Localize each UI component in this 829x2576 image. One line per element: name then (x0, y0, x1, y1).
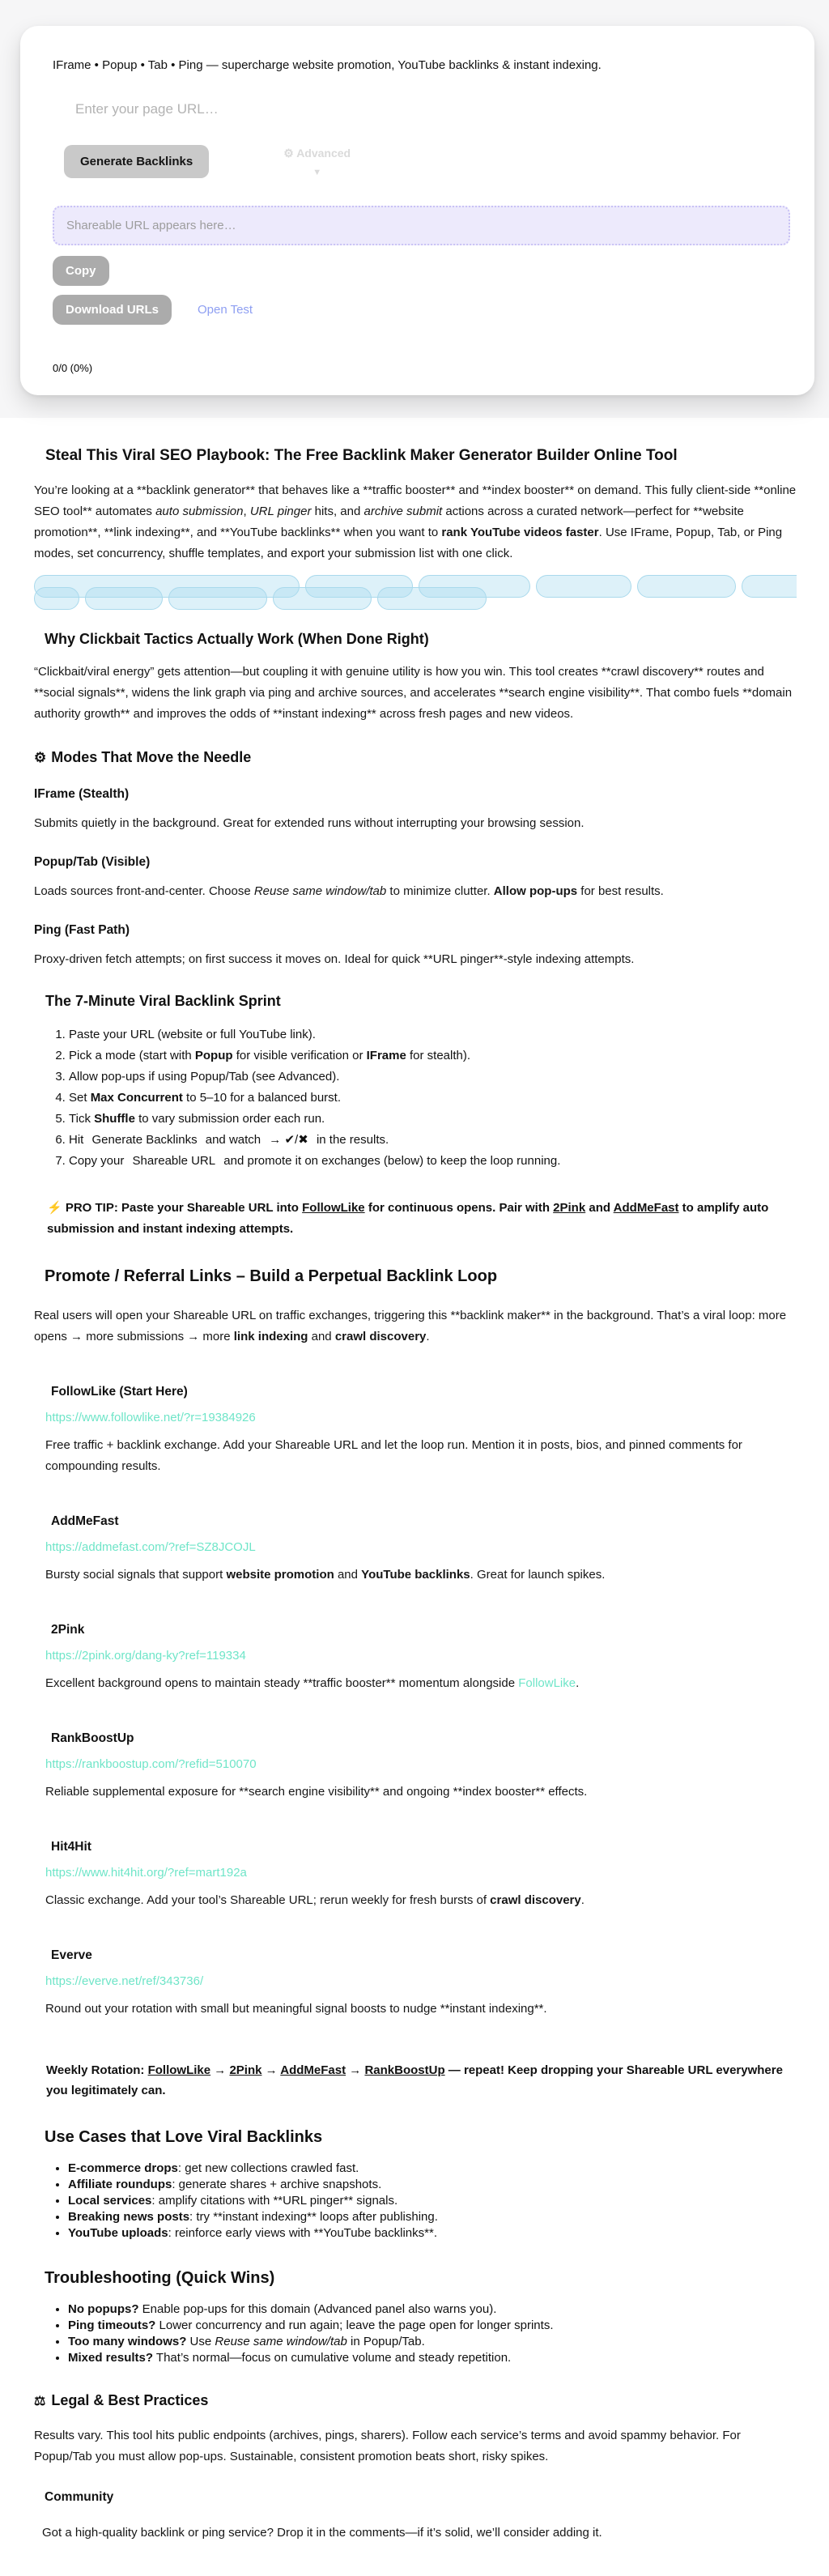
usecase-item (68, 2225, 797, 2242)
text-segment: URL pinger (249, 505, 312, 519)
chevron-down-icon: ▼ (312, 167, 322, 177)
mode-ping-paragraph (34, 949, 797, 970)
text-segment: Set (69, 1091, 91, 1105)
text-segment: and (585, 1201, 614, 1216)
backlink-tool-card (20, 26, 814, 395)
text-segment: → (261, 2063, 281, 2078)
text-segment: Bursty social signals that support (45, 1568, 227, 1582)
inline-link[interactable]: RankBoostUp (364, 2063, 445, 2078)
text-segment: . Use IFrame, Popup, Tab, or Ping modes, set concurrency, shuffle templates, and export your submission list with one click. (34, 526, 783, 561)
text-segment: and (308, 1330, 335, 1344)
sprint-step (69, 1109, 797, 1130)
text-segment: No popups? (68, 2302, 139, 2317)
text-segment: Paste your URL (website or full YouTube link). (69, 1028, 316, 1042)
text-segment: . (580, 1893, 585, 1908)
text-segment: . (426, 1330, 430, 1344)
download-urls-button[interactable]: Download URLs (53, 295, 172, 325)
service-title: AddMeFast (51, 1514, 119, 1529)
text-segment: Excellent background opens to maintain steady **traffic booster** momentum alongside (45, 1676, 519, 1691)
text-segment: YouTube uploads (68, 2226, 168, 2241)
text-segment: and watch (202, 1133, 265, 1147)
text-segment: Loads sources front-and-center. Choose (34, 884, 254, 899)
service-description (45, 1999, 797, 2020)
modes-heading-text: Modes That Move the Needle (51, 749, 252, 766)
text-segment: in Popup/Tab. (346, 2335, 425, 2349)
text-segment: Weekly Rotation: (46, 2063, 148, 2078)
service-title: 2Pink (51, 1623, 85, 1637)
text-segment: Ping timeouts? (68, 2318, 156, 2333)
sprint-step (69, 1067, 797, 1088)
text-segment: Copy your (69, 1154, 128, 1169)
text-segment: for continuous opens. Pair with (364, 1201, 554, 1216)
text-segment: to minimize clutter. (386, 884, 494, 899)
text-segment: Tick (69, 1112, 95, 1126)
troubleshooting-heading: Troubleshooting (Quick Wins) (45, 2269, 275, 2288)
intro-paragraph (34, 480, 797, 564)
usecase-item (68, 2177, 797, 2193)
service-referral-link[interactable]: https://2pink.org/dang-ky?ref=119334 (45, 1649, 246, 1663)
text-segment: You’re looking at a **backlink generator** that behaves like a **traffic booster** and **index booster** on demand. This fully client-side **online SEO tool** automates (34, 483, 797, 519)
gear-icon: ⚙ (34, 750, 47, 766)
service-card (45, 1948, 797, 2020)
text-segment: to vary submission order each run. (134, 1112, 325, 1126)
inline-link[interactable]: FollowLike (302, 1201, 365, 1216)
service-referral-link[interactable]: https://everve.net/ref/343736/ (45, 1974, 204, 1989)
text-segment: “Clickbait/viral energy” gets attention—but coupling it with genuine utility is how you win. This tool creates **crawl discovery** routes and **social signals**, widens the link graph via ping and archive sources, and accelerates **search engine visibility**. That combo fuels **domain authority growth** and improves the odds of **instant indexing** across fresh pages and new videos. (34, 665, 793, 722)
service-description (45, 1565, 797, 1586)
inline-link[interactable]: FollowLike (147, 2063, 211, 2078)
usecases-list (34, 2161, 797, 2242)
community-paragraph (42, 2523, 797, 2544)
text-segment: Too many windows? (68, 2335, 187, 2349)
text-segment: ⚡ PRO TIP: Paste your Shareable URL into (47, 1201, 303, 1216)
text-segment: Shareable URL (132, 1154, 216, 1169)
mode-popup-heading: Popup/Tab (Visible) (34, 855, 151, 870)
community-heading: Community (45, 2490, 114, 2505)
promote-paragraph (34, 1305, 797, 1348)
text-segment: Submits quietly in the background. Great for extended runs without interrupting your browsing session. (34, 816, 585, 831)
usecase-item (68, 2193, 797, 2209)
keyword-pill (85, 587, 163, 610)
clickbait-heading: Why Clickbait Tactics Actually Work (When Done Right) (45, 631, 429, 648)
text-segment: : try **instant indexing** loops after publishing. (189, 2210, 438, 2225)
keyword-pill (168, 587, 267, 610)
text-segment: That’s normal—focus on cumulative volume and steady repetition. (153, 2351, 512, 2365)
text-segment: Hit (69, 1133, 87, 1147)
hero-band (0, 0, 829, 418)
legal-paragraph (34, 2425, 797, 2467)
inline-link[interactable]: 2Pink (229, 2063, 262, 2078)
troubleshooting-item (68, 2301, 797, 2318)
scales-icon: ⚖ (34, 2395, 46, 2409)
referral-cards (34, 1385, 797, 2020)
service-referral-link[interactable]: https://www.hit4hit.org/?ref=mart192a (45, 1866, 247, 1880)
keyword-pill (536, 575, 631, 598)
text-segment: → (210, 2063, 230, 2078)
text-segment: archive submit (363, 505, 443, 519)
text-segment: link indexing (233, 1330, 308, 1344)
open-test-link[interactable]: Open Test (198, 303, 253, 317)
text-segment: Local services (68, 2194, 152, 2208)
text-segment: → (346, 2063, 365, 2078)
text-segment: Results vary. This tool hits public endpoints (archives, pings, sharers). Follow each service’s terms and avoid spammy behavior. For Popup/Tab you must allow pop-ups. Sustainable, consistent promotion beats short, risky spikes. (34, 2429, 741, 2464)
legal-heading (34, 2392, 797, 2409)
text-segment: for visible verification or (232, 1049, 367, 1063)
sprint-step (69, 1088, 797, 1109)
keyword-pill (637, 575, 736, 598)
clickbait-paragraph (34, 662, 797, 725)
mode-popup-paragraph (34, 881, 797, 902)
text-segment: Reuse same window/tab (253, 884, 387, 899)
text-segment: E-commerce drops (68, 2161, 178, 2176)
service-referral-link[interactable]: https://addmefast.com/?ref=SZ8JCOJL (45, 1540, 256, 1555)
text-segment: Classic exchange. Add your tool’s Shareable URL; rerun weekly for fresh bursts of (45, 1893, 491, 1908)
text-segment: Mixed results? (68, 2351, 154, 2365)
text-segment: Proxy-driven fetch attempts; on first success it moves on. Ideal for quick **URL pinger**-style indexing attempts. (34, 952, 635, 967)
text-segment: . (576, 1676, 580, 1691)
service-description (45, 1890, 797, 1911)
text-segment: crawl discovery (490, 1893, 581, 1908)
service-referral-link[interactable]: https://rankboostup.com/?refid=510070 (45, 1757, 257, 1772)
service-title: Everve (51, 1948, 92, 1963)
keyword-pill (273, 587, 372, 610)
text-segment: Shuffle (94, 1112, 135, 1126)
mode-iframe-heading: IFrame (Stealth) (34, 787, 130, 802)
text-segment: hits, and (311, 505, 364, 519)
shareable-url-output[interactable] (53, 206, 790, 245)
text-segment: , (243, 505, 250, 519)
service-card (45, 1840, 797, 1911)
service-title: FollowLike (Start Here) (51, 1385, 188, 1399)
sprint-step (69, 1045, 797, 1067)
text-segment: Popup (194, 1049, 233, 1063)
text-segment: Reuse same window/tab (215, 2335, 347, 2349)
text-segment: Got a high-quality backlink or ping service? Drop it in the comments—if it’s solid, we’ll consider adding it. (42, 2526, 602, 2540)
service-card (45, 1514, 797, 1586)
text-segment: rank YouTube videos faster (441, 526, 599, 540)
service-title: Hit4Hit (51, 1840, 91, 1854)
text-segment: Pick a mode (start with (69, 1049, 195, 1063)
keyword-pill (34, 587, 79, 610)
mode-ping-heading: Ping (Fast Path) (34, 923, 130, 938)
pro-tip-callout (47, 1198, 797, 1240)
usecases-heading: Use Cases that Love Viral Backlinks (45, 2128, 323, 2147)
inline-link[interactable]: AddMeFast (280, 2063, 346, 2078)
page-url-input[interactable] (53, 96, 569, 122)
keyword-pill-cloud (34, 575, 797, 610)
text-segment: . Great for launch spikes. (470, 1568, 606, 1582)
download-row (53, 295, 790, 325)
text-segment: to 5–10 for a balanced burst. (182, 1091, 342, 1105)
text-segment: Round out your rotation with small but meaningful signal boosts to nudge **instant indexing**. (45, 2002, 547, 2016)
sprint-step (69, 1024, 797, 1045)
sprint-steps-list (34, 1024, 797, 1172)
text-segment: → ✔/✖ (269, 1133, 308, 1147)
text-segment: Affiliate roundups (68, 2178, 172, 2192)
mode-iframe-paragraph (34, 813, 797, 834)
text-segment: Use (186, 2335, 215, 2349)
sprint-heading: The 7-Minute Viral Backlink Sprint (45, 993, 281, 1010)
legal-heading-text: Legal & Best Practices (51, 2392, 209, 2409)
sprint-step (69, 1130, 797, 1151)
copy-button[interactable]: Copy (53, 256, 109, 286)
text-segment: Generate Backlinks (91, 1133, 198, 1147)
text-segment: Allow pop-ups (493, 884, 578, 899)
advanced-toggle[interactable] (283, 145, 351, 180)
service-referral-link[interactable]: https://www.followlike.net/?r=19384926 (45, 1411, 256, 1425)
text-segment: YouTube backlinks (361, 1568, 470, 1582)
text-segment: for stealth). (406, 1049, 471, 1063)
troubleshooting-item (68, 2350, 797, 2366)
article-title: Steal This Viral SEO Playbook: The Free Backlink Maker Generator Builder Online Tool (45, 447, 678, 465)
text-segment: : get new collections crawled fast. (177, 2161, 359, 2176)
troubleshooting-item (68, 2334, 797, 2350)
modes-heading (34, 749, 797, 766)
text-segment: to amplify auto submission and instant indexing attempts. (47, 1201, 769, 1237)
text-segment: and (334, 1568, 362, 1582)
text-segment: for best results. (577, 884, 664, 899)
text-segment: Allow pop-ups if using Popup/Tab (see Advanced). (69, 1070, 340, 1084)
text-segment: Free traffic + backlink exchange. Add your Shareable URL and let the loop run. Mention it in posts, bios, and pinned comments for compounding results. (45, 1438, 742, 1474)
copy-row (53, 256, 790, 286)
text-segment: in the results. (312, 1133, 389, 1147)
usecase-item (68, 2161, 797, 2177)
seo-article (0, 447, 829, 2576)
inline-link[interactable]: 2Pink (553, 1201, 586, 1216)
gear-icon: ⚙ (283, 147, 294, 160)
sprint-step (69, 1151, 797, 1172)
text-segment: Breaking news posts (68, 2210, 190, 2225)
troubleshooting-item (68, 2318, 797, 2334)
text-segment: : amplify citations with **URL pinger** signals. (151, 2194, 398, 2208)
text-segment: Enable pop-ups for this domain (Advanced panel also warns you). (138, 2302, 497, 2317)
advanced-label: Advanced (296, 147, 351, 160)
usecase-item (68, 2209, 797, 2225)
text-segment: Max Concurrent (90, 1091, 183, 1105)
troubleshooting-list (34, 2301, 797, 2366)
service-card (45, 1623, 797, 1694)
text-segment: and promote it on exchanges (below) to keep the loop running. (220, 1154, 561, 1169)
text-segment: IFrame (366, 1049, 406, 1063)
progress-counter: 0/0 (0%) (53, 362, 93, 375)
text-segment: auto submission (155, 505, 244, 519)
text-segment: — repeat! Keep dropping your Shareable URL everywhere you legitimately can. (46, 2063, 783, 2098)
text-segment: : reinforce early views with **YouTube backlinks**. (168, 2226, 437, 2241)
text-segment: website promotion (226, 1568, 334, 1582)
text-segment: crawl discovery (334, 1330, 427, 1344)
promote-heading: Promote / Referral Links – Build a Perpetual Backlink Loop (45, 1267, 498, 1286)
service-title: RankBoostUp (51, 1731, 134, 1746)
service-description (45, 1782, 797, 1803)
text-segment: Real users will open your Shareable URL on traffic exchanges, triggering this **backlink maker** in the background. That’s a viral loop: more opens → more submissions → more (34, 1309, 787, 1344)
service-card (45, 1731, 797, 1803)
tool-tagline: IFrame • Popup • Tab • Ping — supercharge website promotion, YouTube backlinks & instant indexing. (53, 58, 602, 72)
generate-row (53, 145, 790, 180)
service-description (45, 1673, 797, 1694)
text-segment: Reliable supplemental exposure for **search engine visibility** and ongoing **index booster** effects. (45, 1785, 588, 1799)
keyword-pill (742, 575, 797, 598)
text-segment: Lower concurrency and run again; leave the page open for longer sprints. (155, 2318, 554, 2333)
text-segment: : generate shares + archive snapshots. (172, 2178, 382, 2192)
text-segment: actions across a curated network—perfect for **website promotion**, **link indexing**, and **YouTube backlinks** when you want to (34, 505, 744, 540)
inline-link[interactable]: FollowLike (518, 1676, 576, 1691)
generate-backlinks-button[interactable]: Generate Backlinks (64, 145, 209, 178)
inline-link[interactable]: AddMeFast (613, 1201, 679, 1216)
service-card (45, 1385, 797, 1477)
service-description (45, 1435, 797, 1477)
weekly-rotation-callout (46, 2060, 797, 2101)
keyword-pill (377, 587, 487, 610)
pill-row-bottom (34, 587, 536, 610)
